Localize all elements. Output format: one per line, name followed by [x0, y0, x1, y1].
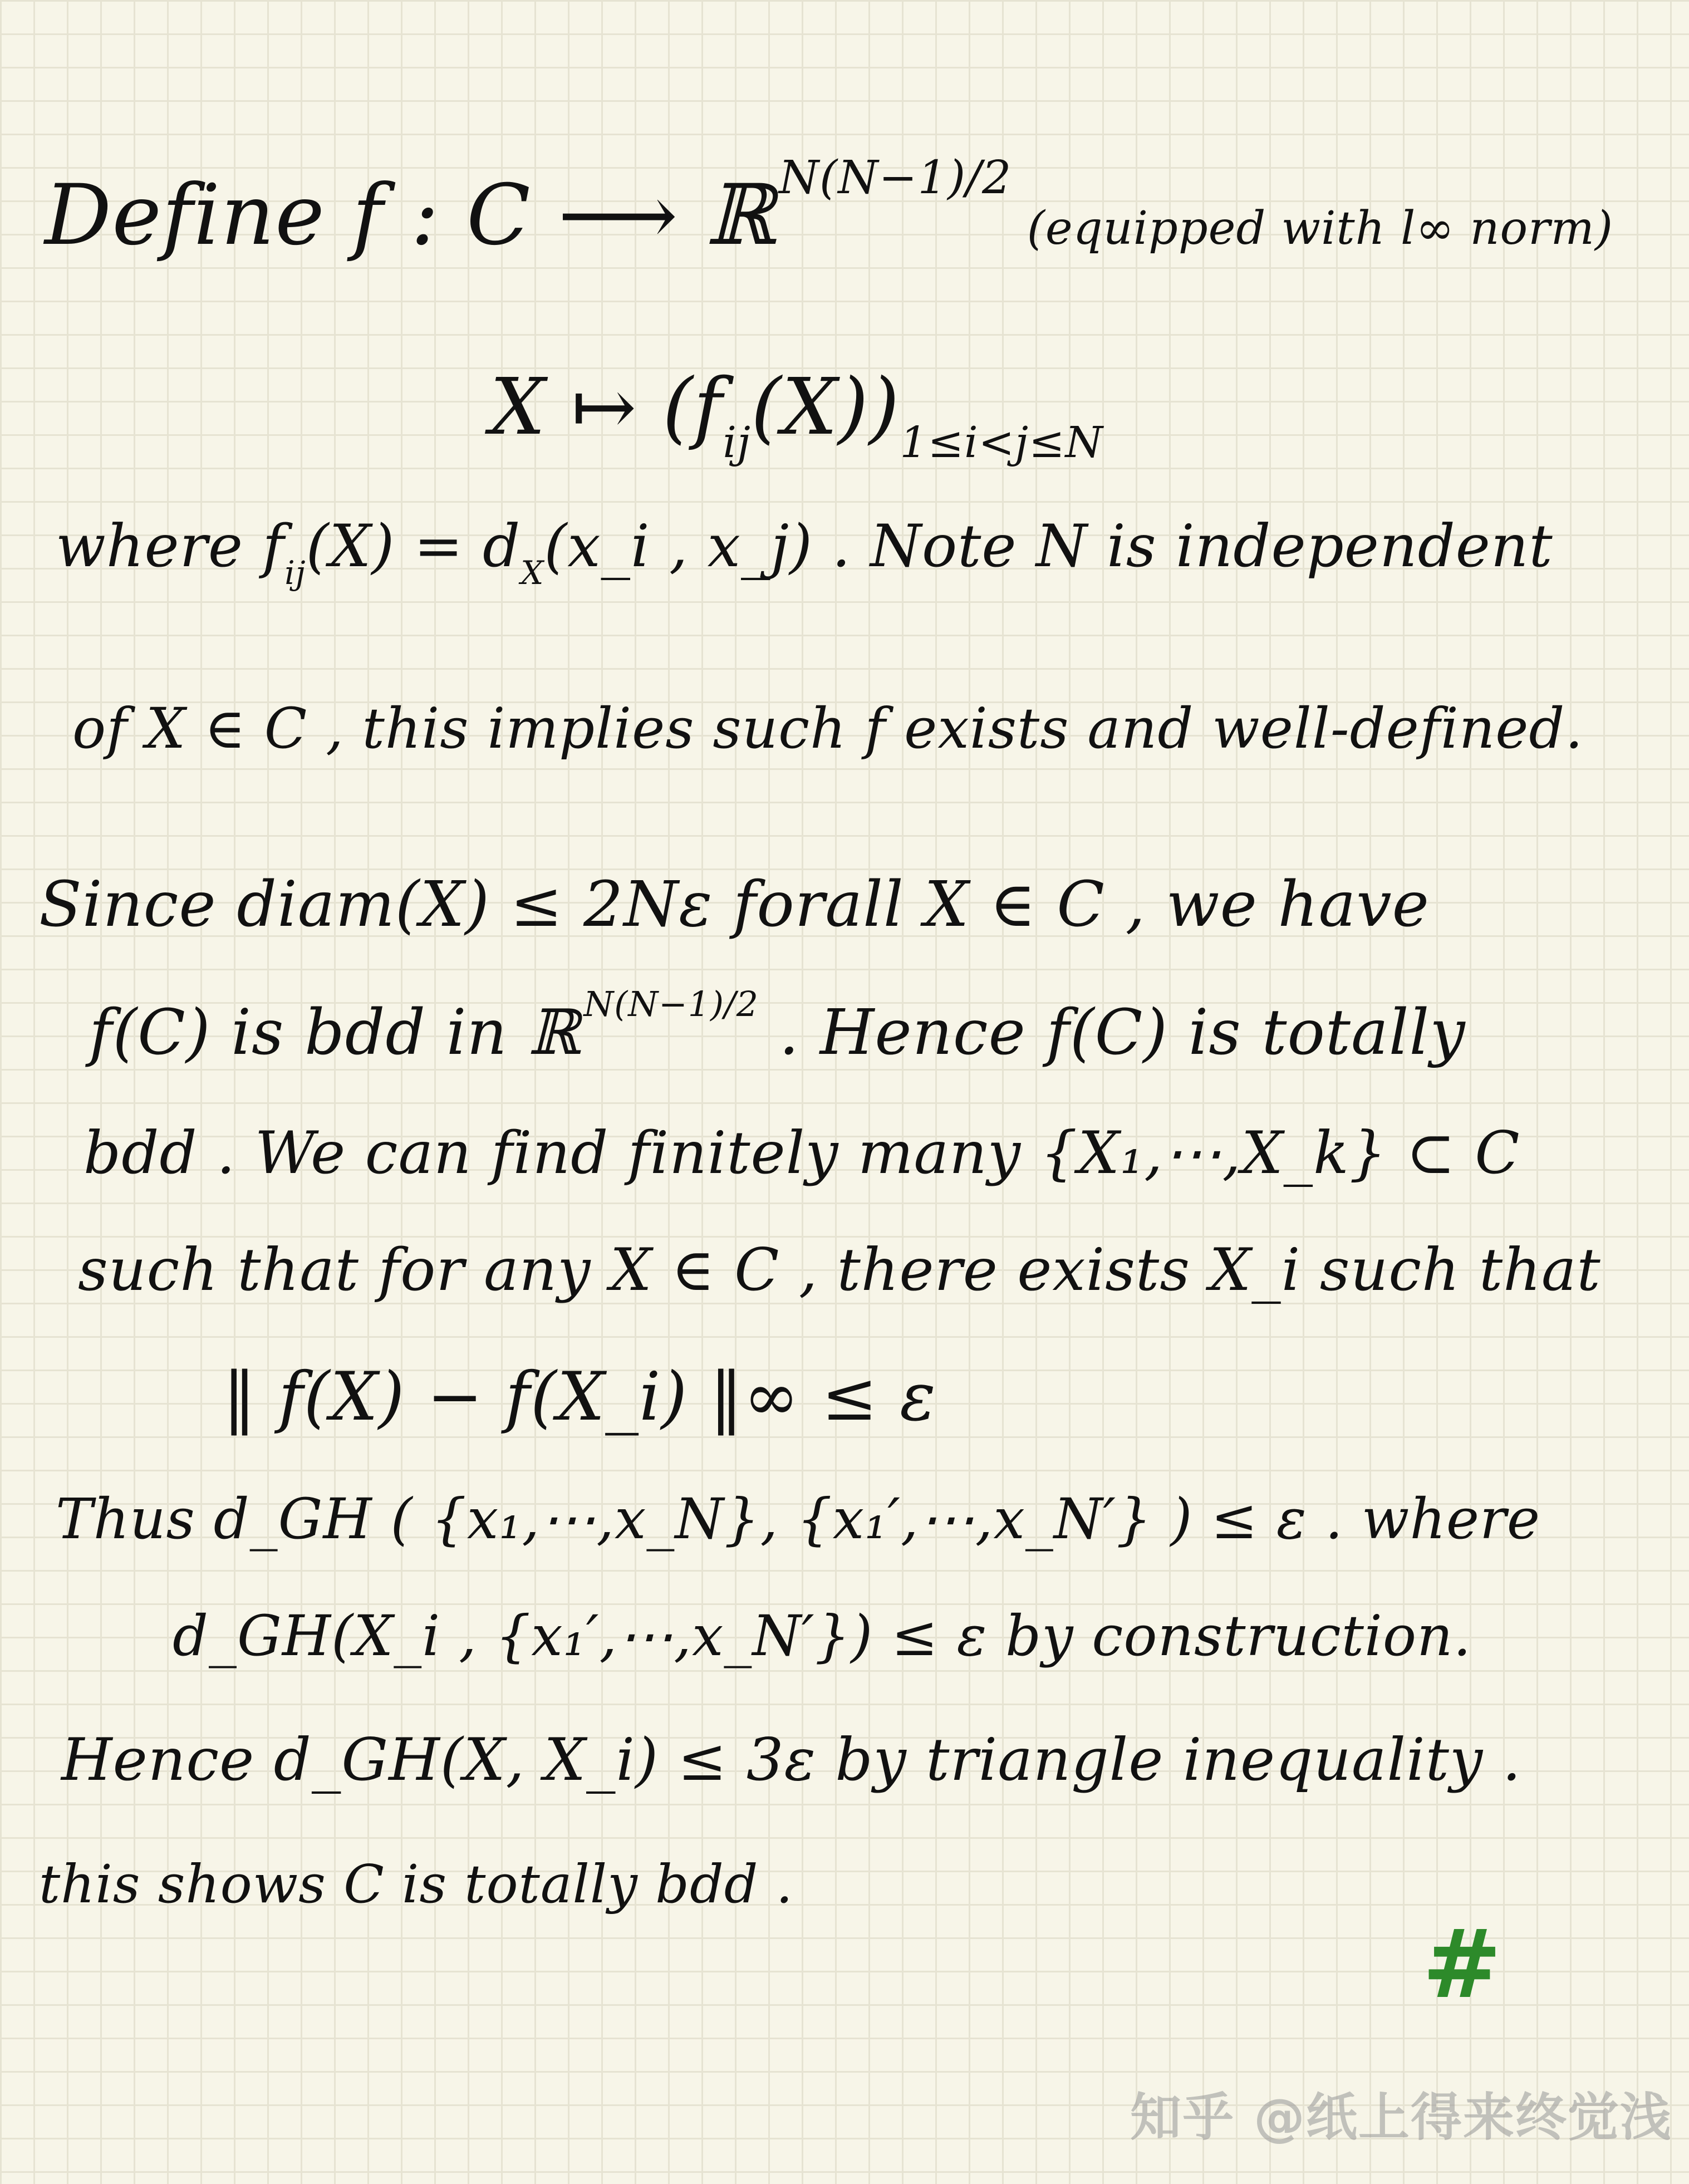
where-text: where f — [56, 512, 285, 580]
bounded-line — [89, 984, 1466, 1069]
where-line — [56, 512, 1553, 592]
implies-line: of X ∈ C , this implies such f exists and well-defined. — [72, 696, 1584, 761]
definition-text: Define f : C ⟶ ℝ — [45, 167, 775, 264]
norm-inequality-line: ‖ f(X) − f(X_i) ‖∞ ≤ ε — [223, 1358, 936, 1436]
bounded-exponent: N(N−1)/2 — [583, 984, 759, 1025]
where-subscript-ij: ij — [284, 553, 306, 592]
map-rest: (X)) — [750, 362, 900, 453]
finitely-many-line: bdd . We can find finitely many {X₁,⋯,X_k} ⊂ C — [84, 1119, 1520, 1187]
hence-line: Hence d_GH(X, X_i) ≤ 3ε by triangle inequality . — [61, 1726, 1521, 1794]
map-line — [490, 362, 1103, 468]
watermark: 知乎 @纸上得来终觉浅 — [1130, 2088, 1673, 2147]
such-that-line: such that for any X ∈ C , there exists X_i such that — [78, 1236, 1601, 1304]
bounded-text: f(C) is bdd in ℝ — [89, 997, 581, 1069]
definition-line — [45, 151, 1614, 264]
map-text: X ↦ (f — [490, 362, 723, 453]
definition-note: (equipped with l∞ norm) — [1012, 202, 1614, 255]
definition-exponent: N(N−1)/2 — [778, 151, 1012, 205]
since-line: Since diam(X) ≤ 2Nε forall X ∈ C , we have — [39, 868, 1430, 941]
map-index-range: 1≤i<j≤N — [900, 418, 1103, 468]
map-subscript-ij: ij — [723, 418, 751, 468]
conclusion-line: this shows C is totally bdd . — [39, 1854, 793, 1915]
where-tail: (x_i , x_j) . Note N is independent — [544, 512, 1553, 580]
bounded-rest: . Hence f(C) is totally — [758, 997, 1466, 1069]
end-of-proof-mark: # — [1422, 1910, 1502, 2020]
where-subscript-x: X — [521, 553, 544, 592]
thus-line: Thus d_GH ( {x₁,⋯,x_N}, {x₁′,⋯,x_N′} ) ≤ ε . where — [56, 1486, 1541, 1552]
construction-line: d_GH(X_i , {x₁′,⋯,x_N′}) ≤ ε by construction. — [173, 1603, 1472, 1668]
where-rest: (X) = d — [306, 512, 521, 580]
